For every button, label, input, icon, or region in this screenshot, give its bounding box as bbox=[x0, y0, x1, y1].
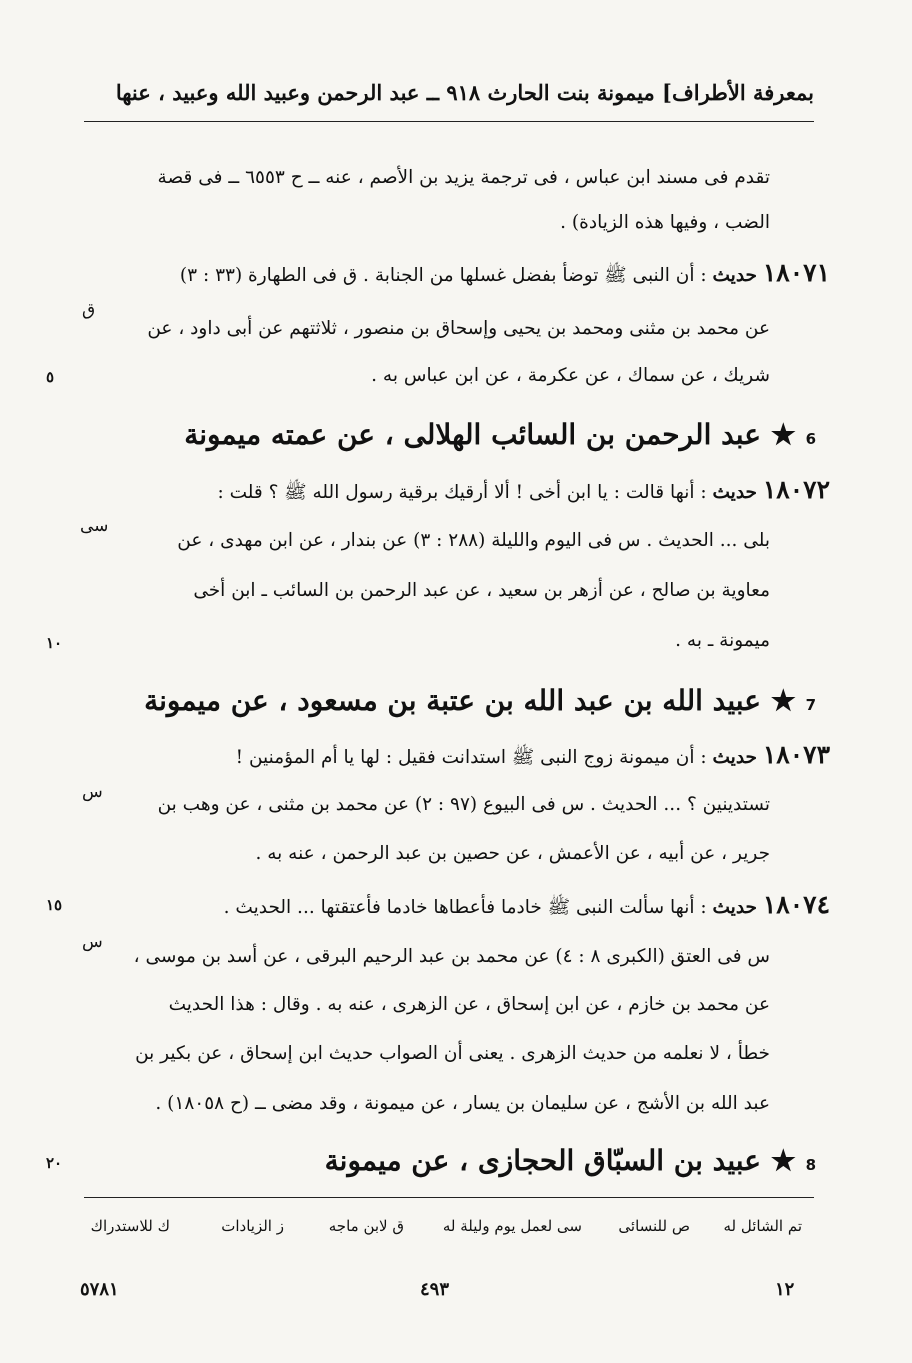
hadith-entry-18073 bbox=[236, 740, 830, 773]
line-number-20: ٢٠ bbox=[46, 1154, 63, 1172]
section-number: 6 bbox=[805, 430, 816, 448]
section-number: 8 bbox=[805, 1156, 816, 1174]
body-line: معاوية بن صالح ، عن أزهر بن سعيد ، عن عبد الرحمن بن السائب ـ ابن أخى bbox=[193, 580, 770, 601]
footnote-key-d: ق لابن ماجه bbox=[328, 1217, 404, 1235]
margin-symbol: س bbox=[82, 782, 103, 802]
hadith-number: ١٨٠٧٤ bbox=[762, 890, 830, 919]
footnote-key-b: ص للنسائى bbox=[618, 1217, 690, 1235]
section-number: 7 bbox=[805, 696, 816, 714]
footer-right-number: ١٢ bbox=[775, 1279, 795, 1300]
margin-symbol: س bbox=[82, 932, 103, 952]
body-line: عن محمد بن خازم ، عن ابن إسحاق ، عن الزهرى ، عنه به . وقال : هذا الحديث bbox=[168, 994, 770, 1015]
hadith-entry-18072 bbox=[217, 475, 830, 508]
body-line: عبد الله بن الأشج ، عن سليمان بن يسار ، عن ميمونة ، وقد مضى ــ (ح ١٨٠٥٨) . bbox=[155, 1093, 770, 1114]
footnote-key-e: ز الزيادات bbox=[221, 1217, 284, 1235]
margin-symbol: ق bbox=[82, 300, 96, 320]
section-title: عبيد بن السبّاق الحجازى ، عن ميمونة bbox=[324, 1144, 761, 1177]
margin-symbol: سى bbox=[80, 516, 109, 536]
hadith-number: ١٨٠٧١ bbox=[762, 258, 830, 287]
body-line: ميمونة ـ به . bbox=[675, 630, 770, 651]
body-line: س فى العتق (الكبرى ٨ : ٤) عن محمد بن عبد الرحيم البرقى ، عن أسد بن موسى ، bbox=[133, 946, 770, 967]
hadith-keyword: حديث bbox=[712, 482, 757, 503]
page-number: ٤٩٣ bbox=[420, 1279, 450, 1300]
hadith-text: : أنها قالت : يا ابن أخى ! ألا أرقيك برقية رسول الله ﷺ ؟ قلت : bbox=[217, 482, 707, 503]
header-rule bbox=[84, 121, 814, 122]
hadith-number: ١٨٠٧٢ bbox=[762, 475, 830, 504]
running-header: بمعرفة الأطراف] ميمونة بنت الحارث ٩١٨ ــ عبد الرحمن وعبيد الله وعبيد ، عنها bbox=[115, 80, 814, 105]
body-line: جرير ، عن أبيه ، عن الأعمش ، عن حصين بن عبد الرحمن ، عنه به . bbox=[255, 843, 770, 864]
line-number-10: ١٠ bbox=[46, 634, 63, 652]
hadith-text: : أن ميمونة زوج النبى ﷺ استدانت فقيل : لها يا أم المؤمنين ! bbox=[235, 747, 707, 768]
hadith-text: : أنها سألت النبى ﷺ خادما فأعطاها خادما فأعتقتها ... الحديث . bbox=[223, 897, 707, 918]
body-line: بلى ... الحديث . س فى اليوم والليلة (٢٨٨ : ٣) عن بندار ، عن ابن مهدى ، عن bbox=[177, 530, 770, 551]
footnote-key-f: ك للاستدراك bbox=[90, 1217, 170, 1235]
body-line: عن محمد بن مثنى ومحمد بن يحيى وإسحاق بن منصور ، ثلاثتهم عن أبى داود ، عن bbox=[147, 318, 770, 339]
hadith-keyword: حديث bbox=[712, 747, 757, 768]
section-title: عبيد الله بن عبد الله بن عتبة بن مسعود ، عن ميمونة bbox=[144, 684, 761, 717]
section-heading-8: 8 ★ عبيد بن السبّاق الحجازى ، عن ميمونة bbox=[324, 1144, 816, 1177]
hadith-keyword: حديث bbox=[712, 897, 757, 918]
footer-left-number: ٥٧٨١ bbox=[80, 1279, 119, 1300]
hadith-entry-18071 bbox=[180, 258, 830, 291]
footnote-rule bbox=[84, 1197, 814, 1198]
body-line: خطأ ، لا نعلمه من حديث الزهرى . يعنى أن الصواب حديث ابن إسحاق ، عن بكير بن bbox=[135, 1043, 770, 1064]
footnote-key-a: تم الشائل له bbox=[723, 1217, 802, 1235]
hadith-number: ١٨٠٧٣ bbox=[762, 740, 830, 769]
footnote-key-c: سى لعمل يوم وليلة له bbox=[442, 1217, 582, 1235]
body-line: شريك ، عن سماك ، عن عكرمة ، عن ابن عباس به . bbox=[371, 365, 770, 386]
section-heading-7: 7 ★ عبيد الله بن عبد الله بن عتبة بن مسعود ، عن ميمونة bbox=[144, 684, 816, 717]
body-line: تقدم فى مسند ابن عباس ، فى ترجمة يزيد بن الأصم ، عنه ــ ح ٦٥٥٣ ــ فى قصة bbox=[157, 167, 770, 188]
hadith-text: : أن النبى ﷺ توضأ بفضل غسلها من الجنابة . ق فى الطهارة (٣٣ : ٣) bbox=[179, 265, 707, 286]
body-line: تستدينين ؟ ... الحديث . س فى البيوع (٩٧ : ٢) عن محمد بن مثنى ، عن وهب بن bbox=[157, 794, 770, 815]
line-number-15: ١٥ bbox=[46, 896, 63, 914]
hadith-keyword: حديث bbox=[712, 265, 757, 286]
section-heading-6: 6 ★ عبد الرحمن بن السائب الهلالى ، عن عمته ميمونة bbox=[184, 418, 816, 451]
hadith-entry-18074 bbox=[224, 890, 830, 923]
section-title: عبد الرحمن بن السائب الهلالى ، عن عمته ميمونة bbox=[184, 418, 761, 451]
body-line: الضب ، وفيها هذه الزيادة) . bbox=[560, 212, 770, 233]
line-number-5: ٥ bbox=[46, 368, 55, 386]
